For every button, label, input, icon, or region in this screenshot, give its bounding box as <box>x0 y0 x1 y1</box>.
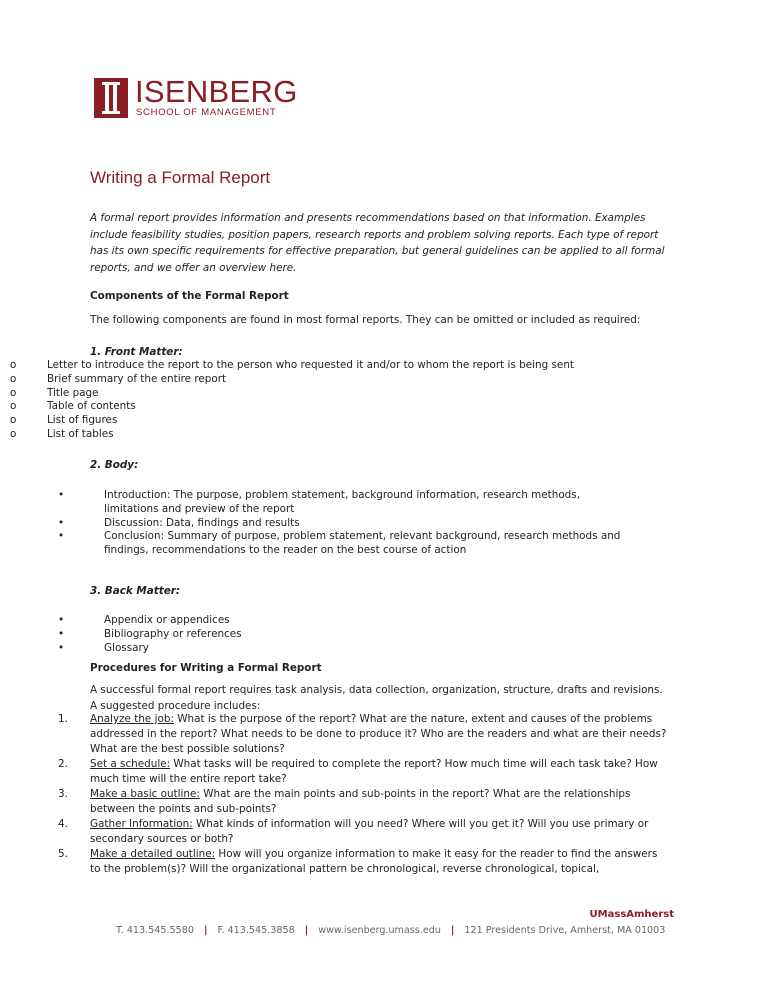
logo-name: ISENBERG <box>135 74 298 109</box>
logo-mark-icon <box>94 78 128 118</box>
circle-bullet-icon: o <box>10 414 17 427</box>
back-matter-heading: 3. Back Matter: <box>90 585 181 597</box>
body-heading: 2. Body: <box>90 459 139 471</box>
list-item: • Discussion: Data, findings and results <box>58 516 300 529</box>
circle-bullet-icon: o <box>10 386 17 399</box>
step-item: 3. Make a basic outline: What are the main points and sub-points in the report? What are the relationships between the points and sub-points? <box>58 788 631 815</box>
list-item: o Title page <box>10 386 99 399</box>
step-item: 5. Make a detailed outline: How will you organize information to make it easy for the reader to find the answers to the problem(s)? Will the organizational pattern be chronological, reverse chronological, topical, <box>58 848 658 875</box>
intro-paragraph: A formal report provides information and presents recommendations based on that information. Examples include feasibility studies, position papers, research reports and problem solving reports. Each type of report has its own specific requirements for effective preparation, but general guidelines can be applied to all formal reports, and we offer an overview here. <box>90 212 665 274</box>
bullet-icon: • <box>58 641 65 654</box>
footer-separator: | <box>450 925 455 936</box>
step-item: 2. Set a schedule: What tasks will be required to complete the report? How much time will each task take? How much time will the entire report take? <box>58 758 658 785</box>
circle-bullet-icon: o <box>10 372 17 385</box>
step-item: 1. Analyze the job: What is the purpose of the report? What are the nature, extent and causes of the problems addressed in the report? What needs to be done to produce it? Who are the readers and what are their needs? What are the best possible solutions? <box>58 713 667 755</box>
footer-fax: F. 413.545.3858 <box>217 925 295 936</box>
components-text: The following components are found in most formal reports. They can be omitted or included as required: <box>90 314 641 326</box>
circle-bullet-icon: o <box>10 359 17 371</box>
logo-subtitle: SCHOOL OF MANAGEMENT <box>136 107 277 118</box>
list-item: o List of figures <box>10 414 118 427</box>
bullet-icon: • <box>58 516 65 529</box>
footer-separator: | <box>203 925 208 936</box>
list-item: o List of tables <box>10 427 114 440</box>
list-item: o Letter to introduce the report to the person who requested it and/or to whom the report is being sent <box>10 359 574 371</box>
footer-phone: T. 413.545.5580 <box>116 925 194 936</box>
umass-amherst-brand: UMassAmherst <box>589 909 674 920</box>
list-item: o Brief summary of the entire report <box>10 372 227 385</box>
procedure-steps <box>58 712 668 877</box>
footer-web-link[interactable]: www.isenberg.umass.edu <box>318 925 441 936</box>
front-matter-heading: 1. Front Matter: <box>90 346 183 358</box>
list-item: • Appendix or appendices <box>58 614 230 626</box>
list-item: • Conclusion: Summary of purpose, problem statement, relevant background, research methods and findings, recommendations to the reader on the best course of action <box>58 530 621 557</box>
document-title: Writing a Formal Report <box>90 168 271 187</box>
bullet-icon: • <box>58 627 65 640</box>
components-heading: Components of the Formal Report <box>90 290 289 302</box>
back-matter-list <box>58 614 634 655</box>
circle-bullet-icon: o <box>10 400 17 413</box>
step-item: 4. Gather Information: What kinds of information will you need? Where will you get it? Will you use primary or secondary sources or both? <box>58 818 649 845</box>
footer-address: 121 Presidents Drive, Amherst, MA 01003 <box>464 925 666 936</box>
isenberg-logo <box>94 74 298 120</box>
body-list <box>58 489 634 558</box>
list-item: • Introduction: The purpose, problem statement, background information, research methods, limitations and preview of the report <box>58 489 580 515</box>
bullet-icon: • <box>58 614 65 626</box>
circle-bullet-icon: o <box>10 427 17 440</box>
list-item: • Glossary <box>58 641 149 654</box>
list-item: o Table of contents <box>10 400 136 413</box>
bullet-icon: • <box>58 530 65 543</box>
front-matter-list <box>0 359 587 442</box>
procedures-heading: Procedures for Writing a Formal Report <box>90 662 322 674</box>
footer-separator: | <box>304 925 309 936</box>
list-item: • Bibliography or references <box>58 627 242 640</box>
procedures-text: A successful formal report requires task analysis, data collection, organization, structure, drafts and revisions. A suggested procedure includes: <box>90 684 663 712</box>
page-footer <box>0 909 768 936</box>
bullet-icon: • <box>58 489 65 501</box>
